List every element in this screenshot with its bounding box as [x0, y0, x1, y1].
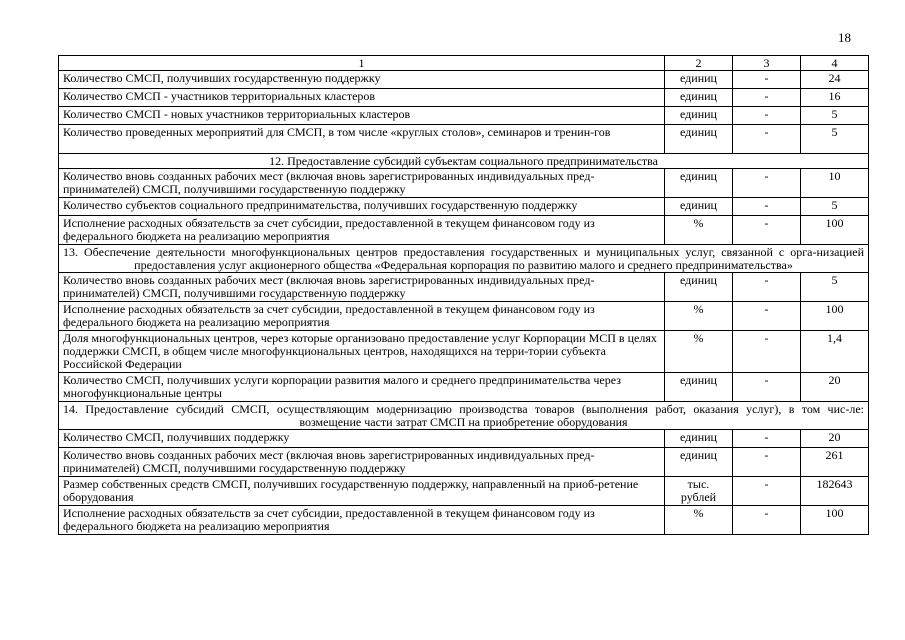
column-3-cell: - [733, 125, 801, 154]
value-cell: 100 [801, 216, 869, 245]
header-col-2: 2 [665, 56, 733, 71]
indicator-label: Размер собственных средств СМСП, получивших государственную поддержку, направленный на приоб-ретение оборудования [59, 477, 665, 506]
column-3-cell: - [733, 373, 801, 402]
section-heading: 12. Предоставление субсидий субъектам социального предпринимательства [59, 154, 869, 169]
table-row [59, 273, 869, 302]
table-row [59, 331, 869, 373]
section-heading-row [59, 154, 869, 169]
value-cell: 261 [801, 448, 869, 477]
indicator-label: Количество вновь созданных рабочих мест (включая вновь зарегистрированных индивидуальных пред-принимателей) СМСП, получившими государственную поддержку [59, 169, 665, 198]
indicator-label: Исполнение расходных обязательств за счет субсидии, предоставленной в текущем финансовом году из федерального бюджета на реализацию мероприятия [59, 302, 665, 331]
column-3-cell: - [733, 477, 801, 506]
value-cell: 10 [801, 169, 869, 198]
unit-cell: единиц [665, 448, 733, 477]
section-heading: 13. Обеспечение деятельности многофункциональных центров предоставления государственных и муниципальных услуг, связанной с орга-низацией предоставления услуг акционерного общества «Федеральная корпорация по развитию малого и среднего предпринимательства» [59, 245, 869, 273]
header-col-1: 1 [59, 56, 665, 71]
column-3-cell: - [733, 506, 801, 535]
unit-cell: единиц [665, 430, 733, 448]
table-row [59, 169, 869, 198]
header-col-4: 4 [801, 56, 869, 71]
unit-cell: единиц [665, 198, 733, 216]
value-cell: 1,4 [801, 331, 869, 373]
indicator-label: Количество субъектов социального предпринимательства, получивших государственную поддержку [59, 198, 665, 216]
table-row [59, 89, 869, 107]
section-heading-row [59, 245, 869, 273]
unit-cell: % [665, 506, 733, 535]
table-row [59, 71, 869, 89]
value-cell: 100 [801, 302, 869, 331]
indicator-label: Исполнение расходных обязательств за счет субсидии, предоставленной в текущем финансовом году из федерального бюджета на реализацию мероприятия [59, 506, 665, 535]
column-3-cell: - [733, 107, 801, 125]
unit-cell: единиц [665, 107, 733, 125]
column-3-cell: - [733, 273, 801, 302]
unit-cell: единиц [665, 89, 733, 107]
column-3-cell: - [733, 331, 801, 373]
table-row [59, 302, 869, 331]
table-row [59, 477, 869, 506]
value-cell: 20 [801, 373, 869, 402]
value-cell: 5 [801, 125, 869, 154]
unit-cell: тыс. рублей [665, 477, 733, 506]
indicator-label: Доля многофункциональных центров, через которые организовано предоставление услуг Корпорации МСП в целях поддержки СМСП, в общем числе многофункциональных центров, находящихся на терри-тории субъекта Российской Федерации [59, 331, 665, 373]
section-heading: 14. Предоставление субсидий СМСП, осуществляющим модернизацию производства товаров (выполнения работ, оказания услуг), в том чис-ле: возмещение части затрат СМСП на приобретение оборудования [59, 402, 869, 430]
unit-cell: единиц [665, 169, 733, 198]
column-3-cell: - [733, 216, 801, 245]
table-row [59, 430, 869, 448]
value-cell: 5 [801, 198, 869, 216]
page-number: 18 [838, 30, 851, 45]
value-cell: 5 [801, 107, 869, 125]
indicator-label: Количество вновь созданных рабочих мест (включая вновь зарегистрированных индивидуальных пред-принимателей) СМСП, получившими государственную поддержку [59, 273, 665, 302]
indicator-label: Количество СМСП, получивших государственную поддержку [59, 71, 665, 89]
table-row [59, 198, 869, 216]
table-row [59, 506, 869, 535]
column-3-cell: - [733, 302, 801, 331]
table-row [59, 373, 869, 402]
column-3-cell: - [733, 89, 801, 107]
column-3-cell: - [733, 448, 801, 477]
table-row [59, 107, 869, 125]
header-row [59, 56, 869, 71]
unit-cell: % [665, 331, 733, 373]
table-row [59, 448, 869, 477]
column-3-cell: - [733, 198, 801, 216]
table-row [59, 125, 869, 154]
header-col-3: 3 [733, 56, 801, 71]
unit-cell: % [665, 216, 733, 245]
indicator-label: Количество СМСП - новых участников территориальных кластеров [59, 107, 665, 125]
value-cell: 182643 [801, 477, 869, 506]
unit-cell: единиц [665, 71, 733, 89]
column-3-cell: - [733, 169, 801, 198]
value-cell: 16 [801, 89, 869, 107]
indicator-label: Количество СМСП, получивших услуги корпорации развития малого и среднего предпринимательства через многофункциональные центры [59, 373, 665, 402]
column-3-cell: - [733, 430, 801, 448]
indicator-label: Количество СМСП - участников территориальных кластеров [59, 89, 665, 107]
value-cell: 24 [801, 71, 869, 89]
unit-cell: % [665, 302, 733, 331]
indicator-label: Количество проведенных мероприятий для СМСП, в том числе «круглых столов», семинаров и тренин-гов [59, 125, 665, 154]
unit-cell: единиц [665, 125, 733, 154]
table-row [59, 216, 869, 245]
value-cell: 5 [801, 273, 869, 302]
indicator-label: Количество СМСП, получивших поддержку [59, 430, 665, 448]
section-heading-row [59, 402, 869, 430]
indicators-table [58, 55, 869, 535]
indicator-label: Количество вновь созданных рабочих мест (включая вновь зарегистрированных индивидуальных пред-принимателей) СМСП, получившими государственную поддержку [59, 448, 665, 477]
column-3-cell: - [733, 71, 801, 89]
unit-cell: единиц [665, 373, 733, 402]
value-cell: 100 [801, 506, 869, 535]
indicator-label: Исполнение расходных обязательств за счет субсидии, предоставленной в текущем финансовом году из федерального бюджета на реализацию мероприятия [59, 216, 665, 245]
value-cell: 20 [801, 430, 869, 448]
unit-cell: единиц [665, 273, 733, 302]
